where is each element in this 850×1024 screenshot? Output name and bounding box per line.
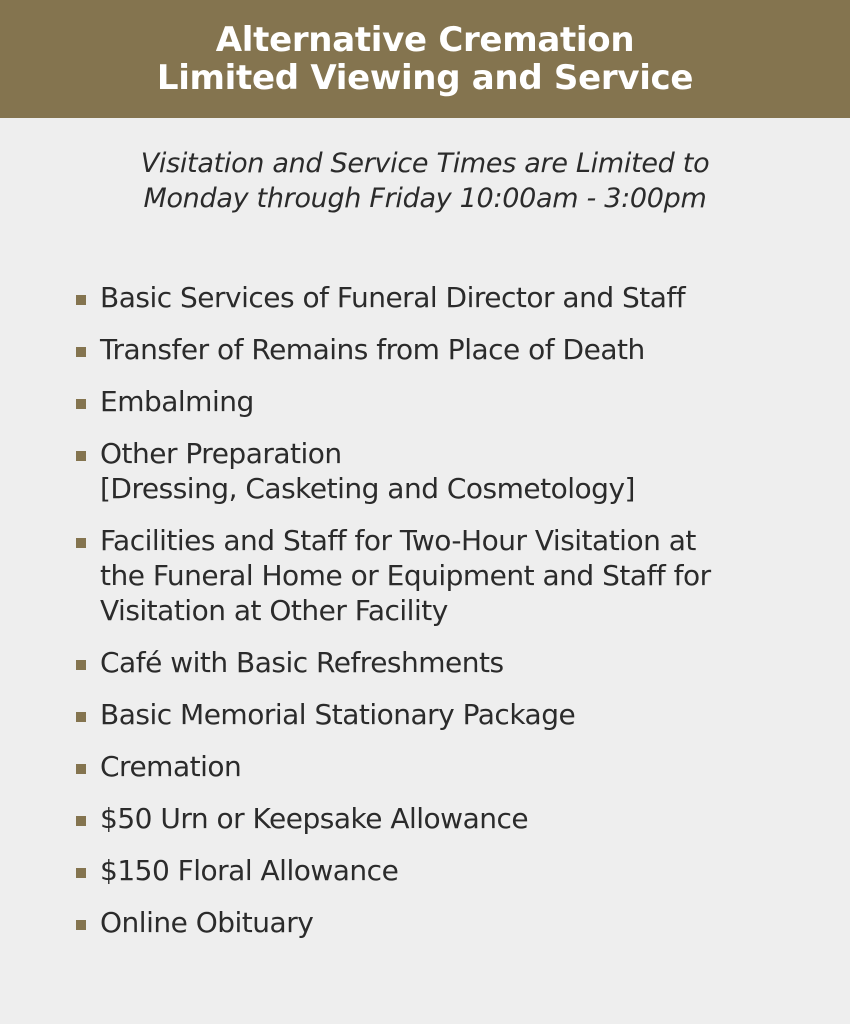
header-banner bbox=[0, 0, 850, 118]
list-item bbox=[76, 749, 776, 784]
list-item-text: Other Preparation [Dressing, Casketing and Cosmetology] bbox=[100, 437, 635, 505]
list-item bbox=[76, 280, 776, 315]
list-item bbox=[76, 853, 776, 888]
square-bullet-icon bbox=[76, 660, 86, 670]
square-bullet-icon bbox=[76, 451, 86, 461]
visitation-times-note bbox=[0, 146, 850, 216]
list-item bbox=[76, 697, 776, 732]
visitation-times-line-2: Monday through Friday 10:00am - 3:00pm bbox=[143, 183, 707, 214]
square-bullet-icon bbox=[76, 538, 86, 548]
list-item-text: Embalming bbox=[100, 385, 254, 418]
list-item bbox=[76, 523, 776, 628]
list-item bbox=[76, 332, 776, 367]
list-item-text: $50 Urn or Keepsake Allowance bbox=[100, 802, 529, 835]
list-item-text: Basic Services of Funeral Director and Staff bbox=[100, 281, 686, 314]
visitation-times-line-1: Visitation and Service Times are Limited to bbox=[140, 148, 710, 179]
square-bullet-icon bbox=[76, 920, 86, 930]
square-bullet-icon bbox=[76, 816, 86, 826]
list-item bbox=[76, 905, 776, 940]
square-bullet-icon bbox=[76, 868, 86, 878]
list-item-text: Café with Basic Refreshments bbox=[100, 646, 504, 679]
page-title-line-2: Limited Viewing and Service bbox=[156, 58, 694, 98]
service-items-list bbox=[0, 280, 776, 940]
square-bullet-icon bbox=[76, 399, 86, 409]
list-item bbox=[76, 645, 776, 680]
square-bullet-icon bbox=[76, 347, 86, 357]
square-bullet-icon bbox=[76, 764, 86, 774]
list-item-text: Cremation bbox=[100, 750, 242, 783]
list-item-text: Online Obituary bbox=[100, 906, 314, 939]
list-item-text: Basic Memorial Stationary Package bbox=[100, 698, 576, 731]
list-item-text: Transfer of Remains from Place of Death bbox=[100, 333, 645, 366]
list-item bbox=[76, 384, 776, 419]
list-item bbox=[76, 436, 776, 506]
page-title-line-1: Alternative Cremation bbox=[215, 20, 635, 60]
square-bullet-icon bbox=[76, 712, 86, 722]
list-item bbox=[76, 801, 776, 836]
list-item-text: $150 Floral Allowance bbox=[100, 854, 399, 887]
list-item-text: Facilities and Staff for Two-Hour Visitation at the Funeral Home or Equipment and Staff for Visitation at Other Facility bbox=[100, 524, 711, 627]
square-bullet-icon bbox=[76, 295, 86, 305]
